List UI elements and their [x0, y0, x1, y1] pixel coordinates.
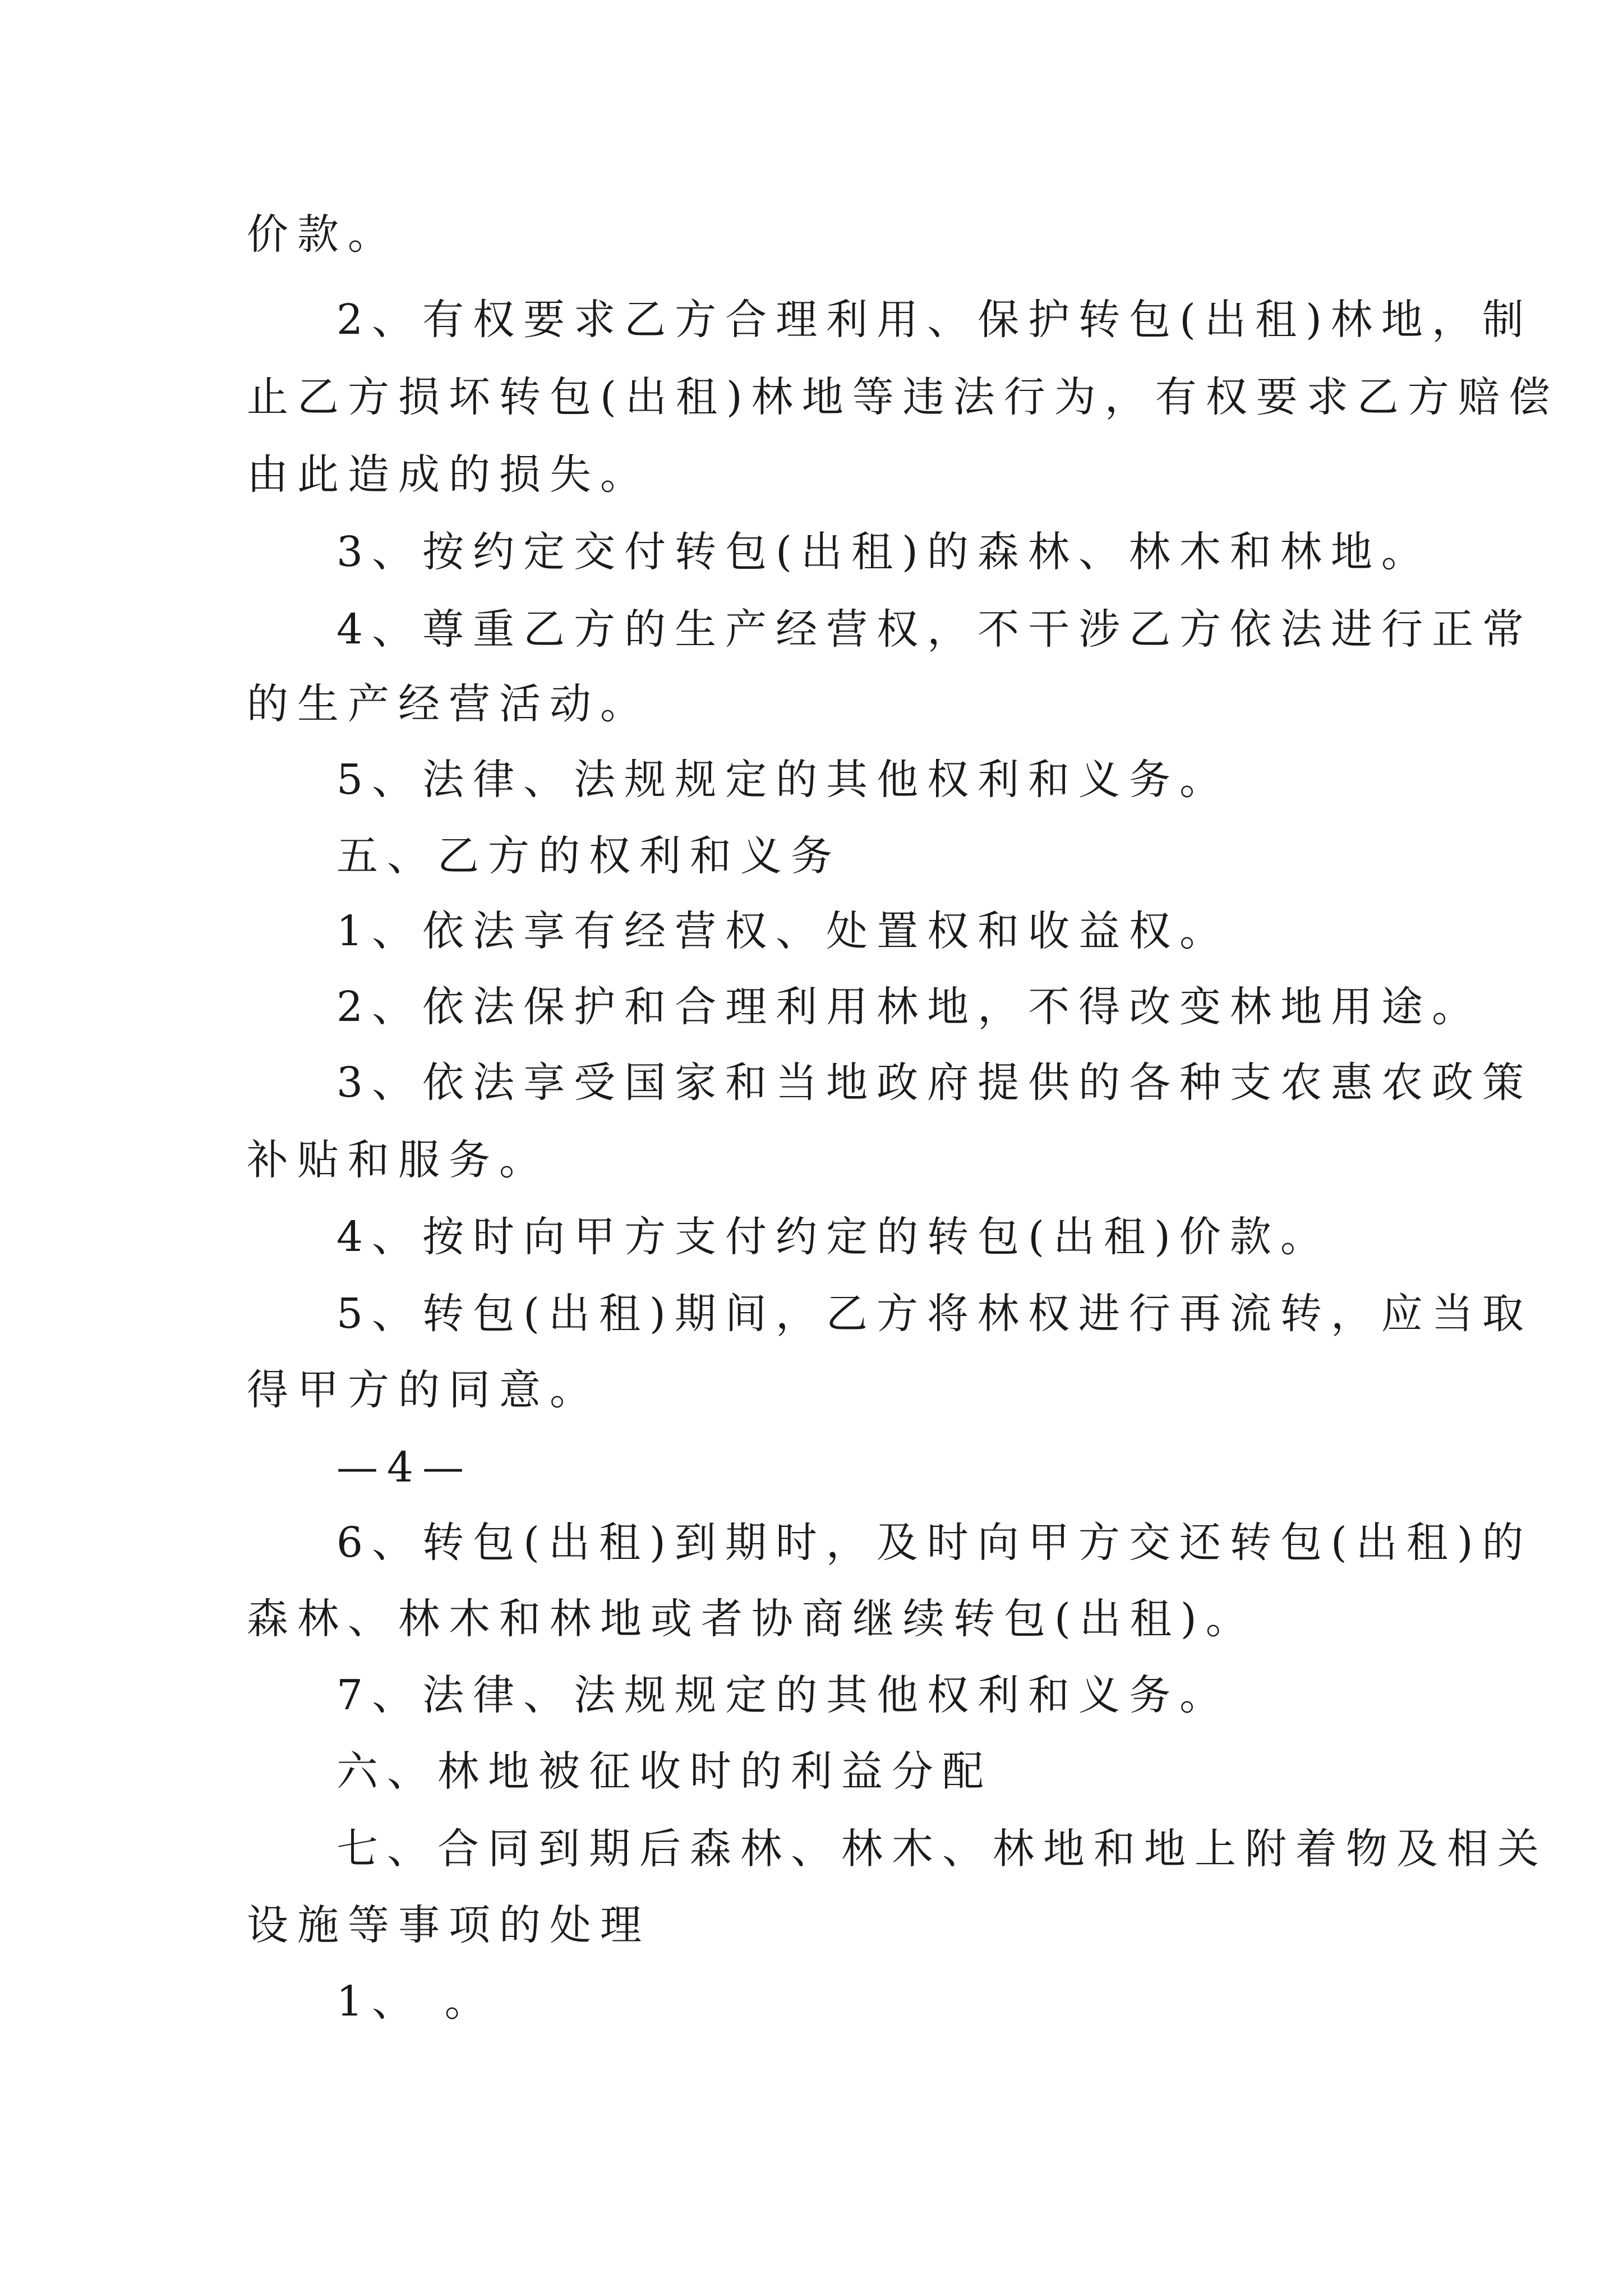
text-line: 7、法律、法规规定的其他权利和义务。: [336, 1671, 1230, 1719]
text-line: 的生产经营活动。: [247, 680, 651, 728]
section-heading: 七、合同到期后森林、林木、林地和地上附着物及相关: [336, 1825, 1548, 1873]
page-number: —4—: [336, 1443, 473, 1492]
text-line: 4、按时向甲方支付约定的转包(出租)价款。: [336, 1213, 1331, 1261]
text-line: 6、转包(出租)到期时，及时向甲方交还转包(出租)的: [336, 1519, 1533, 1567]
text-line: 5、转包(出租)期间，乙方将林权进行再流转，应当取: [336, 1290, 1533, 1338]
section-heading: 六、林地被征收时的利益分配: [336, 1747, 993, 1796]
text-line: 3、依法享受国家和当地政府提供的各种支农惠农政策: [336, 1059, 1533, 1107]
text-line: 3、按约定交付转包(出租)的森林、林木和林地。: [336, 528, 1432, 576]
text-line: 得甲方的同意。: [247, 1366, 600, 1414]
text-line: 设施等事项的处理: [247, 1901, 651, 1949]
text-line: 价款。: [247, 210, 398, 259]
text-line: 2、依法保护和合理利用林地，不得改变林地用途。: [336, 983, 1483, 1031]
text-line: 补贴和服务。: [247, 1136, 550, 1184]
text-line: 1、依法享有经营权、处置权和收益权。: [336, 907, 1230, 955]
text-line: 由此造成的损失。: [247, 450, 651, 499]
section-heading: 五、乙方的权利和义务: [336, 832, 841, 880]
text-line: 2、有权要求乙方合理利用、保护转包(出租)林地，制: [336, 296, 1533, 344]
text-line: 森林、林木和林地或者协商继续转包(出租)。: [247, 1595, 1256, 1643]
text-line: 止乙方损坏转包(出租)林地等违法行为，有权要求乙方赔偿: [247, 373, 1559, 421]
text-line: 4、尊重乙方的生产经营权，不干涉乙方依法进行正常: [336, 605, 1533, 654]
text-line: 5、法律、法规规定的其他权利和义务。: [336, 756, 1230, 804]
text-line: 1、 。: [336, 1977, 495, 2026]
